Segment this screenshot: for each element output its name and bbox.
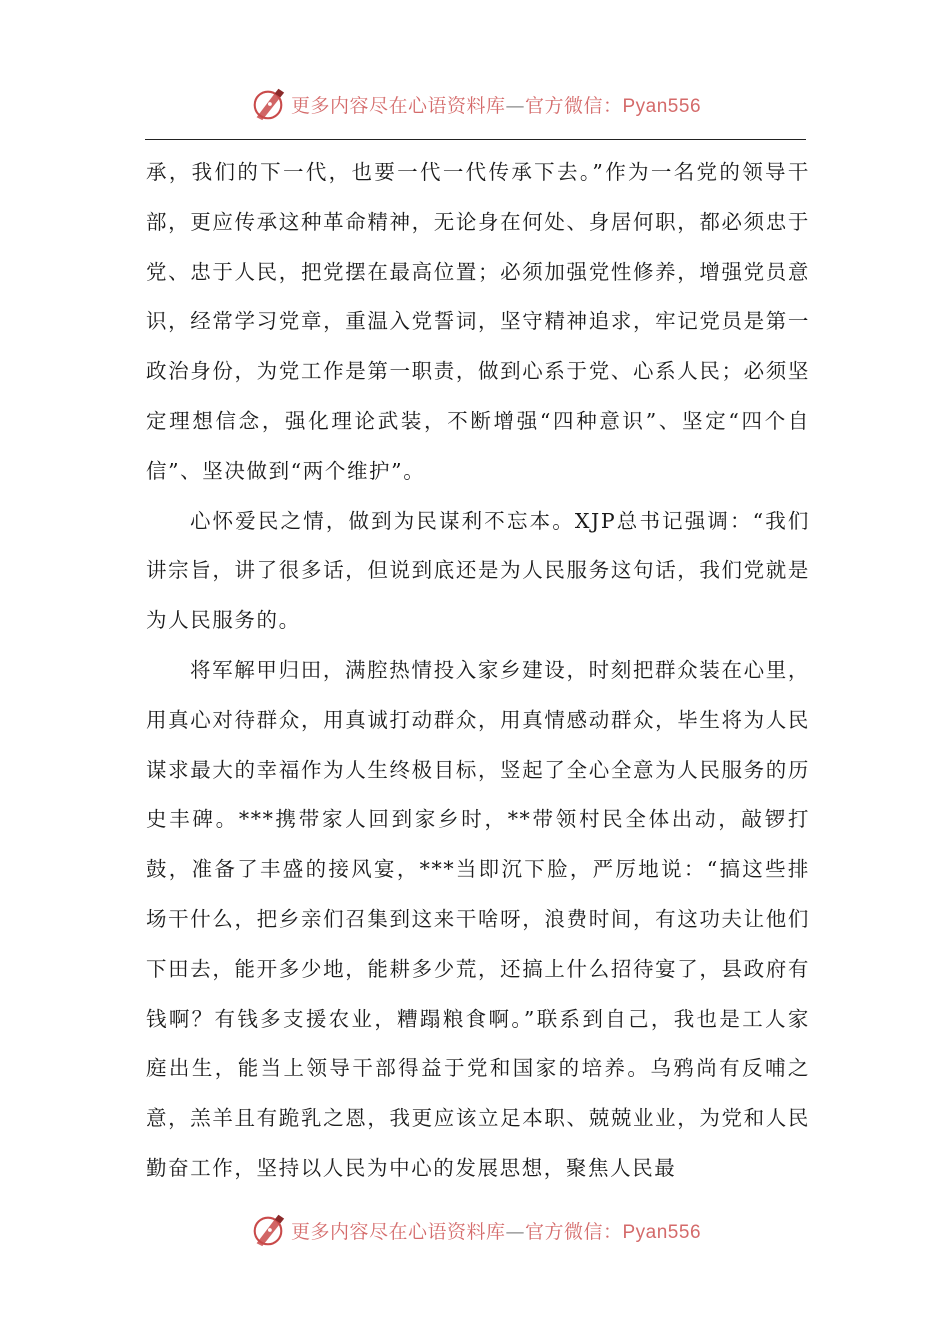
document-body: [146, 148, 810, 1194]
pen-nib-logo-icon: [249, 85, 287, 123]
paragraph: 承，我们的下一代，也要一代一代传承下去。”作为一名党的领导干部，更应传承这种革命精神，无论身在何处、身居何职，都必须忠于党、忠于人民，把党摆在最高位置；必须加强党性修养，增强党员意识，经常学习党章，重温入党誓词，坚守精神追求，牢记党员是第一政治身份，为党工作是第一职责，做到心系于党、心系人民；必须坚定理想信念，强化理论武装，不断增强“四种意识”、坚定“四个自信”、坚决做到“两个维护”。: [146, 160, 810, 483]
header-rule: [145, 139, 806, 140]
wechat-account: Pyan556: [622, 1221, 702, 1243]
header-banner: [0, 82, 950, 126]
wechat-account: Pyan556: [622, 95, 702, 117]
banner-text: 更多内容尽在心语资料库—官方微信：Pyan556: [290, 1220, 702, 1243]
pen-nib-logo-icon: [249, 1211, 287, 1249]
banner-text: 更多内容尽在心语资料库—官方微信：Pyan556: [290, 94, 702, 117]
footer-banner: [0, 1208, 950, 1252]
paragraph: 将军解甲归田，满腔热情投入家乡建设，时刻把群众装在心里，用真心对待群众，用真诚打动群众，用真情感动群众，毕生将为人民谋求最大的幸福作为人生终极目标，竖起了全心全意为人民服务的历史丰碑。***携带家人回到家乡时，**带领村民全体出动，敲锣打鼓，准备了丰盛的接风宴，***当即沉下脸，严厉地说：“搞这些排场干什么，把乡亲们召集到这来干啥呀，浪费时间，有这功夫让他们下田去，能开多少地，能耕多少荒，还搞上什么招待宴了，县政府有钱啊？有钱多支援农业，糟蹋粮食啊。”联系到自己，我也是工人家庭出生，能当上领导干部得益于党和国家的培养。乌鸦尚有反哺之意，羔羊且有跪乳之恩，我更应该立足本职、兢兢业业，为党和人民勤奋工作，坚持以人民为中心的发展思想，聚焦人民最: [146, 657, 810, 1180]
paragraph: 心怀爱民之情，做到为民谋利不忘本。XJP总书记强调：“我们讲宗旨，讲了很多话，但说到底还是为人民服务这句话，我们党就是为人民服务的。: [146, 508, 810, 633]
